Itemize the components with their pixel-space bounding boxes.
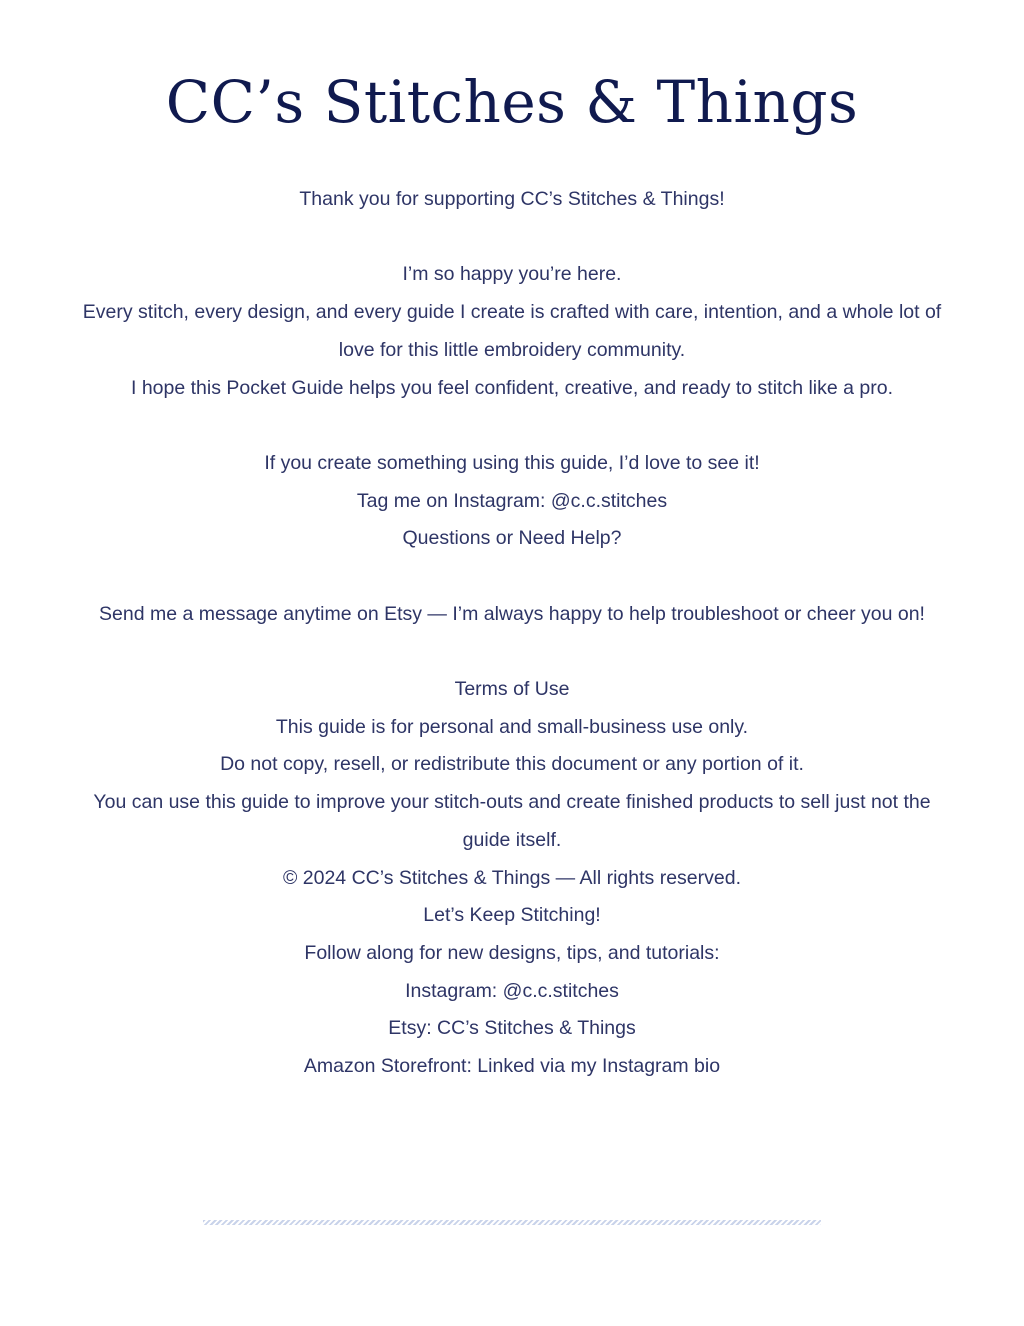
- hope-line: I hope this Pocket Guide helps you feel confident, creative, and ready to stitch like a pro.: [130, 376, 894, 399]
- keep-stitching-heading: Let’s Keep Stitching!: [423, 904, 601, 927]
- follow-along-line: Follow along for new designs, tips, and tutorials:: [304, 942, 720, 964]
- spacer: [70, 219, 954, 257]
- terms-do-not-copy: Do not copy, resell, or redistribute this document or any portion of it.: [220, 753, 804, 776]
- stitched-divider: [203, 1220, 821, 1225]
- instagram-line: Instagram: @c.c.stitches: [405, 979, 619, 1002]
- happy-here-line: I’m so happy you’re here.: [402, 263, 622, 286]
- every-stitch-paragraph: Every stitch, every design, and every guide I create is crafted with care, intention, and a whole lot of love for this little embroidery community.: [82, 301, 942, 361]
- page-title: CC’s Stitches & Things: [165, 68, 859, 136]
- amazon-storefront-line: Amazon Storefront: Linked via my Instagram bio: [303, 1055, 721, 1078]
- questions-heading: Questions or Need Help?: [402, 527, 622, 550]
- create-something-line: If you create something using this guide, I’d love to see it!: [264, 451, 760, 474]
- terms-personal-use: This guide is for personal and small-business use only.: [275, 715, 749, 738]
- send-message-paragraph: Send me a message anytime on Etsy — I’m always happy to help troubleshoot or cheer you on!: [99, 602, 925, 625]
- terms-can-use: You can use this guide to improve your stitch-outs and create finished products to sell just not the guide itself.: [93, 791, 931, 851]
- tag-instagram-line: Tag me on Instagram: @c.c.stitches: [356, 489, 668, 512]
- copyright-line: © 2024 CC’s Stitches & Things — All rights reserved.: [282, 866, 741, 889]
- thank-you-line: Thank you for supporting CC’s Stitches & Things!: [299, 188, 725, 210]
- terms-heading: Terms of Use: [454, 678, 570, 701]
- spacer: [70, 407, 954, 445]
- spacer: [70, 633, 954, 671]
- etsy-line: Etsy: CC’s Stitches & Things: [388, 1017, 636, 1040]
- spacer: [70, 558, 954, 596]
- page-body: [70, 181, 954, 1086]
